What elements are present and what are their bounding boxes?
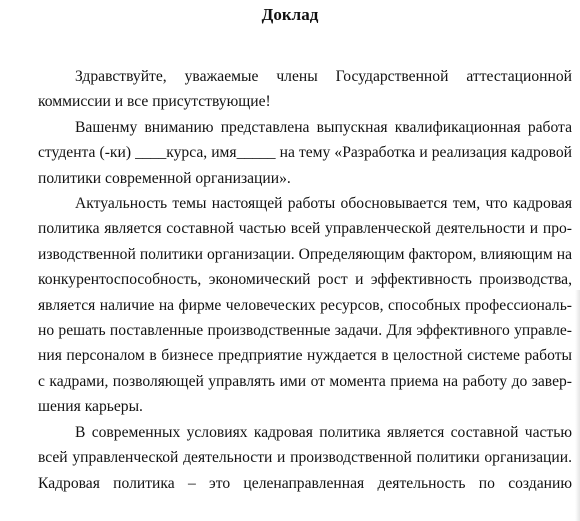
text-line: Вашенму вниманию представлена выпускная квалификационная работа	[75, 118, 572, 136]
text-line: Здравствуйте, уважаемые члены Государственной аттестационной	[75, 68, 572, 85]
text-line: студента (-ки) ____курса, имя_____ на тему «Разработка и реализация кадровой	[38, 144, 572, 162]
text-line: политика является составной частью всей управленческой деятельности и про-	[38, 220, 572, 238]
paragraph-relevance	[38, 191, 572, 420]
paragraph-greeting	[38, 64, 572, 115]
paragraph-introduction	[38, 115, 572, 191]
text-line: изводственной политики организации. Определяющим фактором, влияющим на	[38, 245, 572, 263]
text-line: с кадрами, позволяющей управлять ими от момента приема на работу до завер-	[38, 372, 572, 390]
text-line: является наличие на фирме человеческих ресурсов, способных профессиональ-	[38, 296, 572, 314]
text-line: Актуальность темы настоящей работы обосновывается тем, что кадровая	[75, 195, 572, 213]
paragraph-modern-conditions	[38, 420, 572, 496]
text-line: коммиссии и все присутствующие!	[38, 93, 271, 111]
text-line: политики современной организации».	[38, 169, 291, 187]
text-line: Кадровая политика – это целенаправленная деятельность по созданию	[38, 474, 572, 492]
text-line: В современных условиях кадровая политика является составной частью	[75, 423, 572, 441]
document-body	[38, 64, 572, 496]
text-line: конкурентоспособность, экономический рост и эффективность производства,	[38, 271, 572, 289]
page-edge-shadow	[575, 290, 580, 521]
document-title: Доклад	[261, 5, 319, 24]
text-line: шения карьеры.	[38, 398, 143, 416]
text-line: всей управленческой деятельности и производственной политики организации.	[38, 449, 572, 467]
text-line: но решать поставленные производственные задачи. Для эффективного управле-	[38, 322, 572, 340]
text-line: ния персоналом в бизнесе предприятие нуждается в целостной системе работы	[38, 347, 572, 365]
